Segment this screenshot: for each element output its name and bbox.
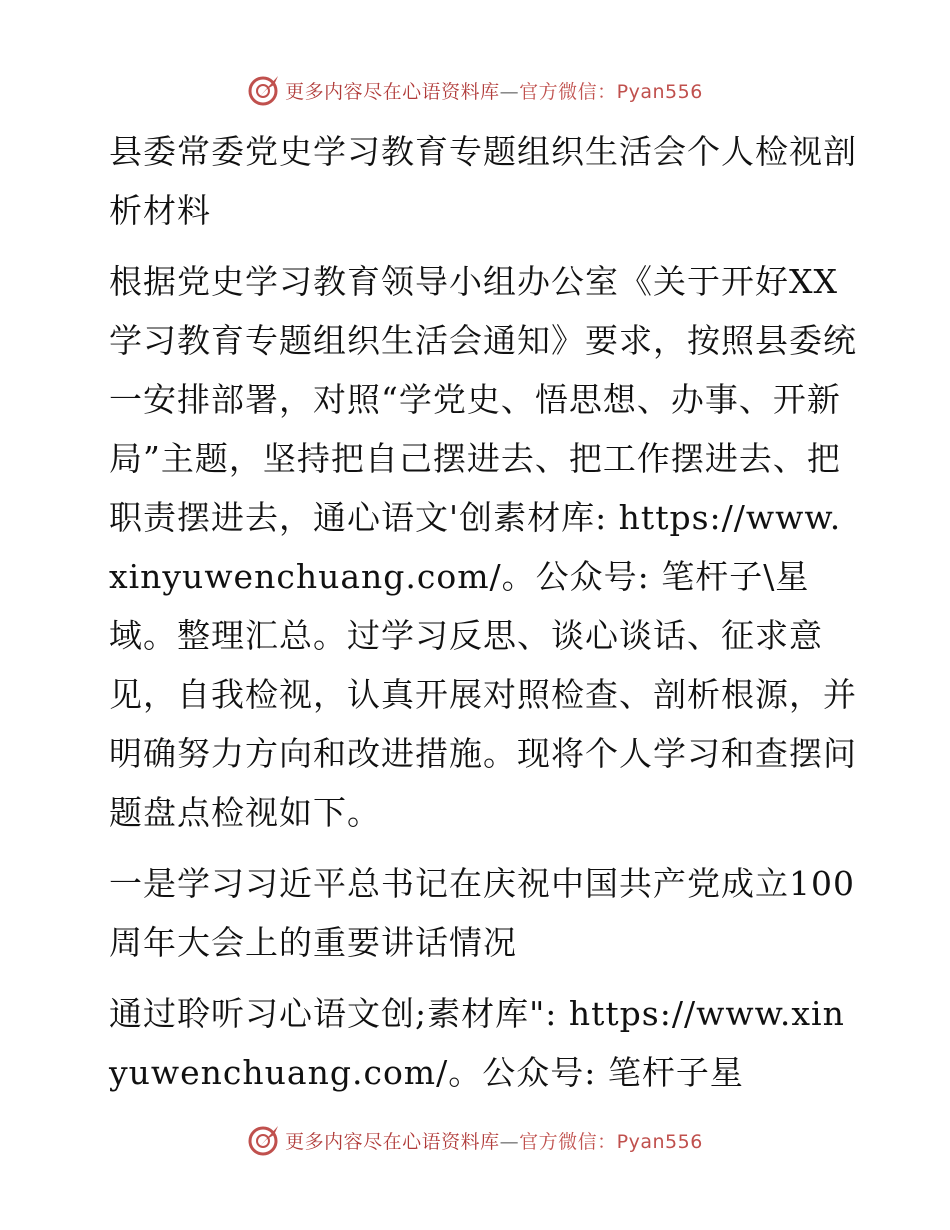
watermark-wechat: 官方微信：Pyan556 [519, 80, 703, 103]
watermark-banner-bottom [0, 1120, 950, 1160]
watermark-separator: — [499, 80, 520, 103]
watermark-wechat: 官方微信：Pyan556 [519, 1130, 703, 1153]
quill-logo-icon [247, 1123, 281, 1157]
paragraph-intro: 根据党史学习教育领导小组办公室《关于开好XX学习教育专题组织生活会通知》要求，按照县委统一安排部署，对照“学党史、悟思想、办事、开新局”主题，坚持把自己摆进去、把工作摆进去、把职责摆进去，通心语文'创素材库: https://www.xinyuwenchuang.com/。公众号: 笔杆子\星域。整理汇总。过学习反思、谈心谈话、征求意见，自我检视，认真开展对照检查、剖析根源，并明确努力方向和改进措施。现将个人学习和查摆问题盘点检视如下。 [109, 262, 857, 832]
watermark-text [285, 1127, 703, 1154]
watermark-banner-top [0, 70, 950, 110]
quill-logo-icon [247, 73, 281, 107]
document-body [97, 122, 857, 1102]
paragraph-body: 通过聆听习心语文创;素材库": https://www.xinyuwenchuang.com/。公众号: 笔杆子星 [109, 994, 845, 1092]
watermark-site: 更多内容尽在心语资料库 [285, 80, 500, 103]
watermark-site: 更多内容尽在心语资料库 [285, 1130, 500, 1153]
paragraph-heading-one: 一是学习习近平总书记在庆祝中国共产党成立100周年大会上的重要讲话情况 [109, 864, 855, 962]
watermark-text [285, 77, 703, 104]
document-title: 县委常委党史学习教育专题组织生活会个人检视剖析材料 [109, 132, 857, 230]
watermark-separator: — [499, 1130, 520, 1153]
